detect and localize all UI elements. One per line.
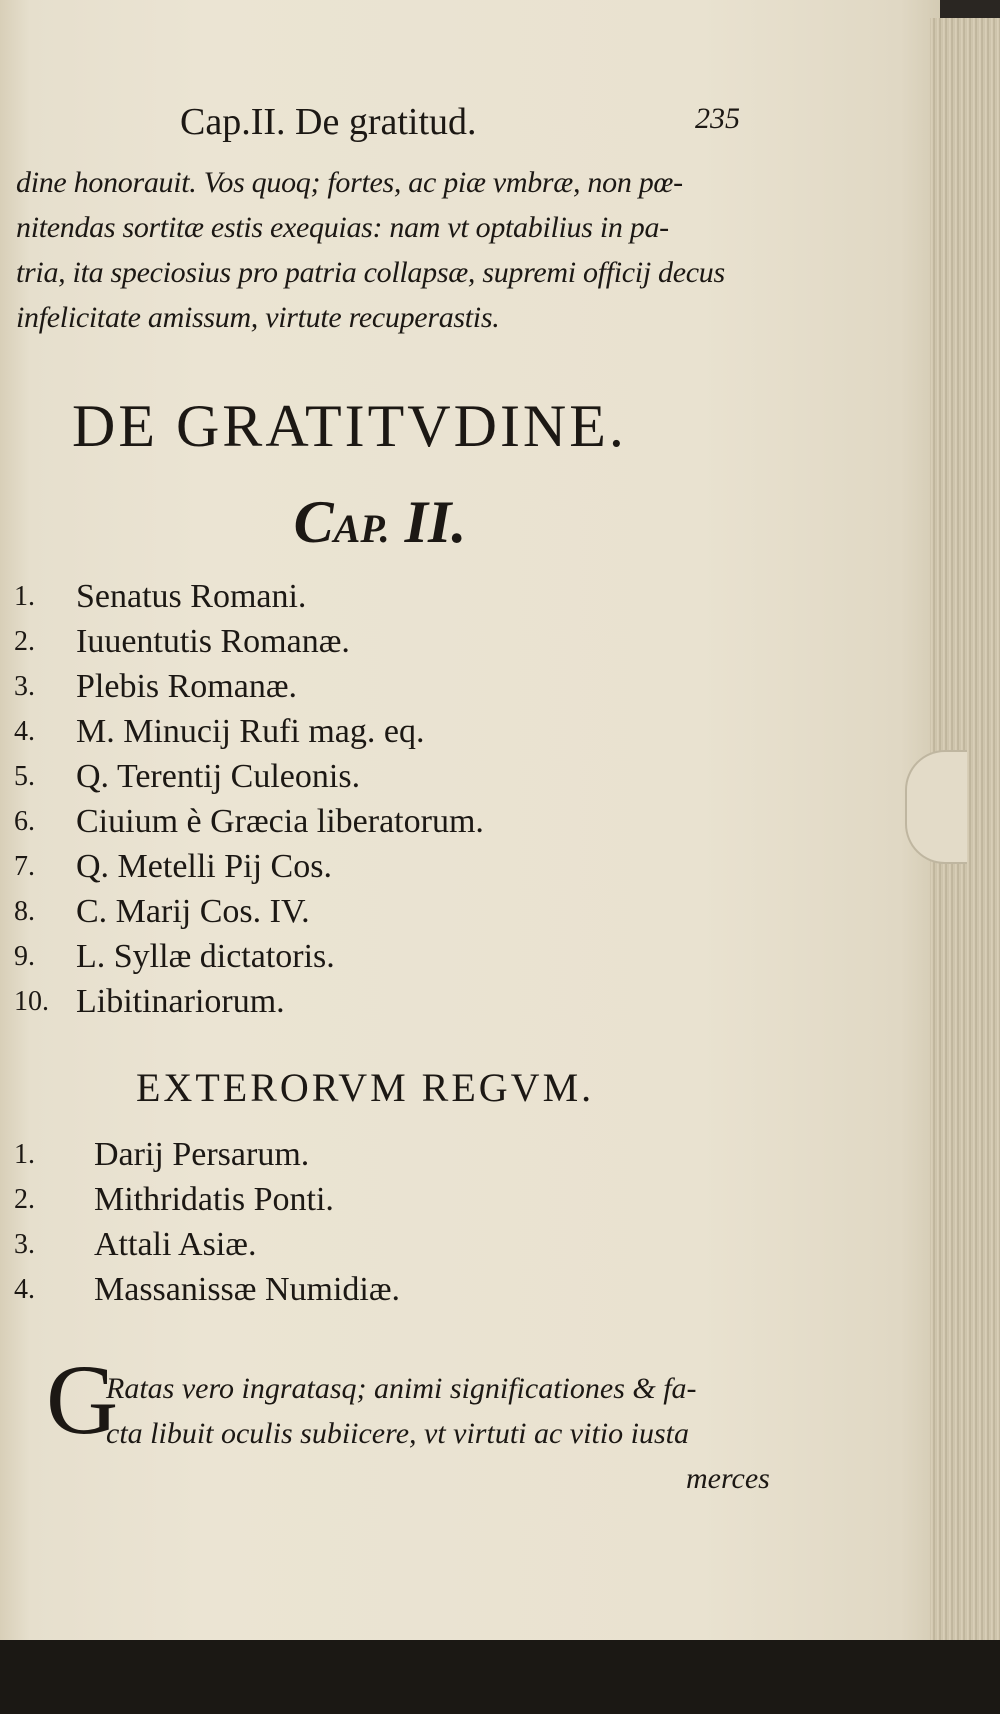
item-text: Mithridatis Ponti. (94, 1181, 334, 1218)
chapter-numeral: II. (404, 489, 467, 555)
list-item (14, 754, 714, 799)
list-item (14, 709, 714, 754)
running-header (180, 100, 740, 150)
page-number: 235 (695, 102, 740, 135)
prose-line: nitendas sortitæ estis exequias: nam vt optabilius in pa- (16, 211, 669, 244)
item-text: Q. Terentij Culeonis. (76, 758, 361, 795)
list-item (14, 979, 714, 1024)
bottom-shadow (0, 1640, 1000, 1714)
drop-cap: G (46, 1344, 119, 1455)
item-text: Senatus Romani. (76, 578, 307, 615)
subsection-heading: EXTERORVM REGVM. (136, 1065, 595, 1110)
list-item (14, 574, 714, 619)
list-item (14, 664, 714, 709)
item-number: 2. (14, 626, 35, 657)
item-text: Plebis Romanæ. (76, 668, 298, 705)
prose-line: infelicitate amissum, virtute recuperastis. (16, 301, 500, 334)
item-number: 7. (14, 851, 35, 882)
item-text: Iuuentutis Romanæ. (76, 623, 350, 660)
page-tab-marker (905, 750, 967, 864)
item-text: Q. Metelli Pij Cos. (76, 848, 332, 885)
list-item (14, 619, 714, 664)
item-text: Libitinariorum. (76, 983, 285, 1020)
item-number: 8. (14, 896, 35, 927)
item-number: 1. (14, 1139, 35, 1170)
item-text: Attali Asiæ. (94, 1226, 257, 1263)
item-text: L. Syllæ dictatoris. (76, 938, 335, 975)
item-number: 3. (14, 1229, 35, 1260)
item-number: 5. (14, 761, 35, 792)
list-item (14, 844, 714, 889)
list-item (14, 799, 714, 844)
item-number: 3. (14, 671, 35, 702)
item-text: M. Minucij Rufi mag. eq. (76, 713, 425, 750)
running-title: Cap.II. De gratitud. (180, 101, 477, 143)
prose-top (16, 160, 786, 340)
item-number: 9. (14, 941, 35, 972)
item-number: 2. (14, 1184, 35, 1215)
item-number: 10. (14, 986, 49, 1017)
list-item (14, 1222, 714, 1267)
section-heading: DE GRATITVDINE. (72, 393, 627, 459)
external-kings-list (14, 1132, 714, 1312)
closing-line: Ratas vero ingratasq; animi significationes & fa- (106, 1372, 697, 1405)
item-number: 6. (14, 806, 35, 837)
list-item (14, 1132, 714, 1177)
prose-line: tria, ita speciosius pro patria collapsæ, supremi officij decus (16, 256, 725, 289)
item-text: C. Marij Cos. IV. (76, 893, 310, 930)
item-number: 1. (14, 581, 35, 612)
catchword: merces (686, 1462, 770, 1495)
list-item (14, 889, 714, 934)
item-number: 4. (14, 1274, 35, 1305)
item-number: 4. (14, 716, 35, 747)
item-text: Darij Persarum. (94, 1136, 310, 1173)
chapter-label (0, 488, 760, 557)
item-text: Ciuium è Græcia liberatorum. (76, 803, 484, 840)
list-item (14, 1177, 714, 1222)
closing-line: cta libuit oculis subiicere, vt virtuti ac vitio iusta (106, 1417, 689, 1450)
chapter-prefix-initial: C (293, 489, 334, 555)
item-text: Massanissæ Numidiæ. (94, 1271, 401, 1308)
list-item (14, 934, 714, 979)
prose-line: dine honorauit. Vos quoq; fortes, ac piæ vmbræ, non pœ- (16, 166, 683, 199)
chapter-prefix-rest: AP. (333, 506, 390, 551)
list-item (14, 1267, 714, 1312)
roman-examples-list (14, 574, 714, 1024)
